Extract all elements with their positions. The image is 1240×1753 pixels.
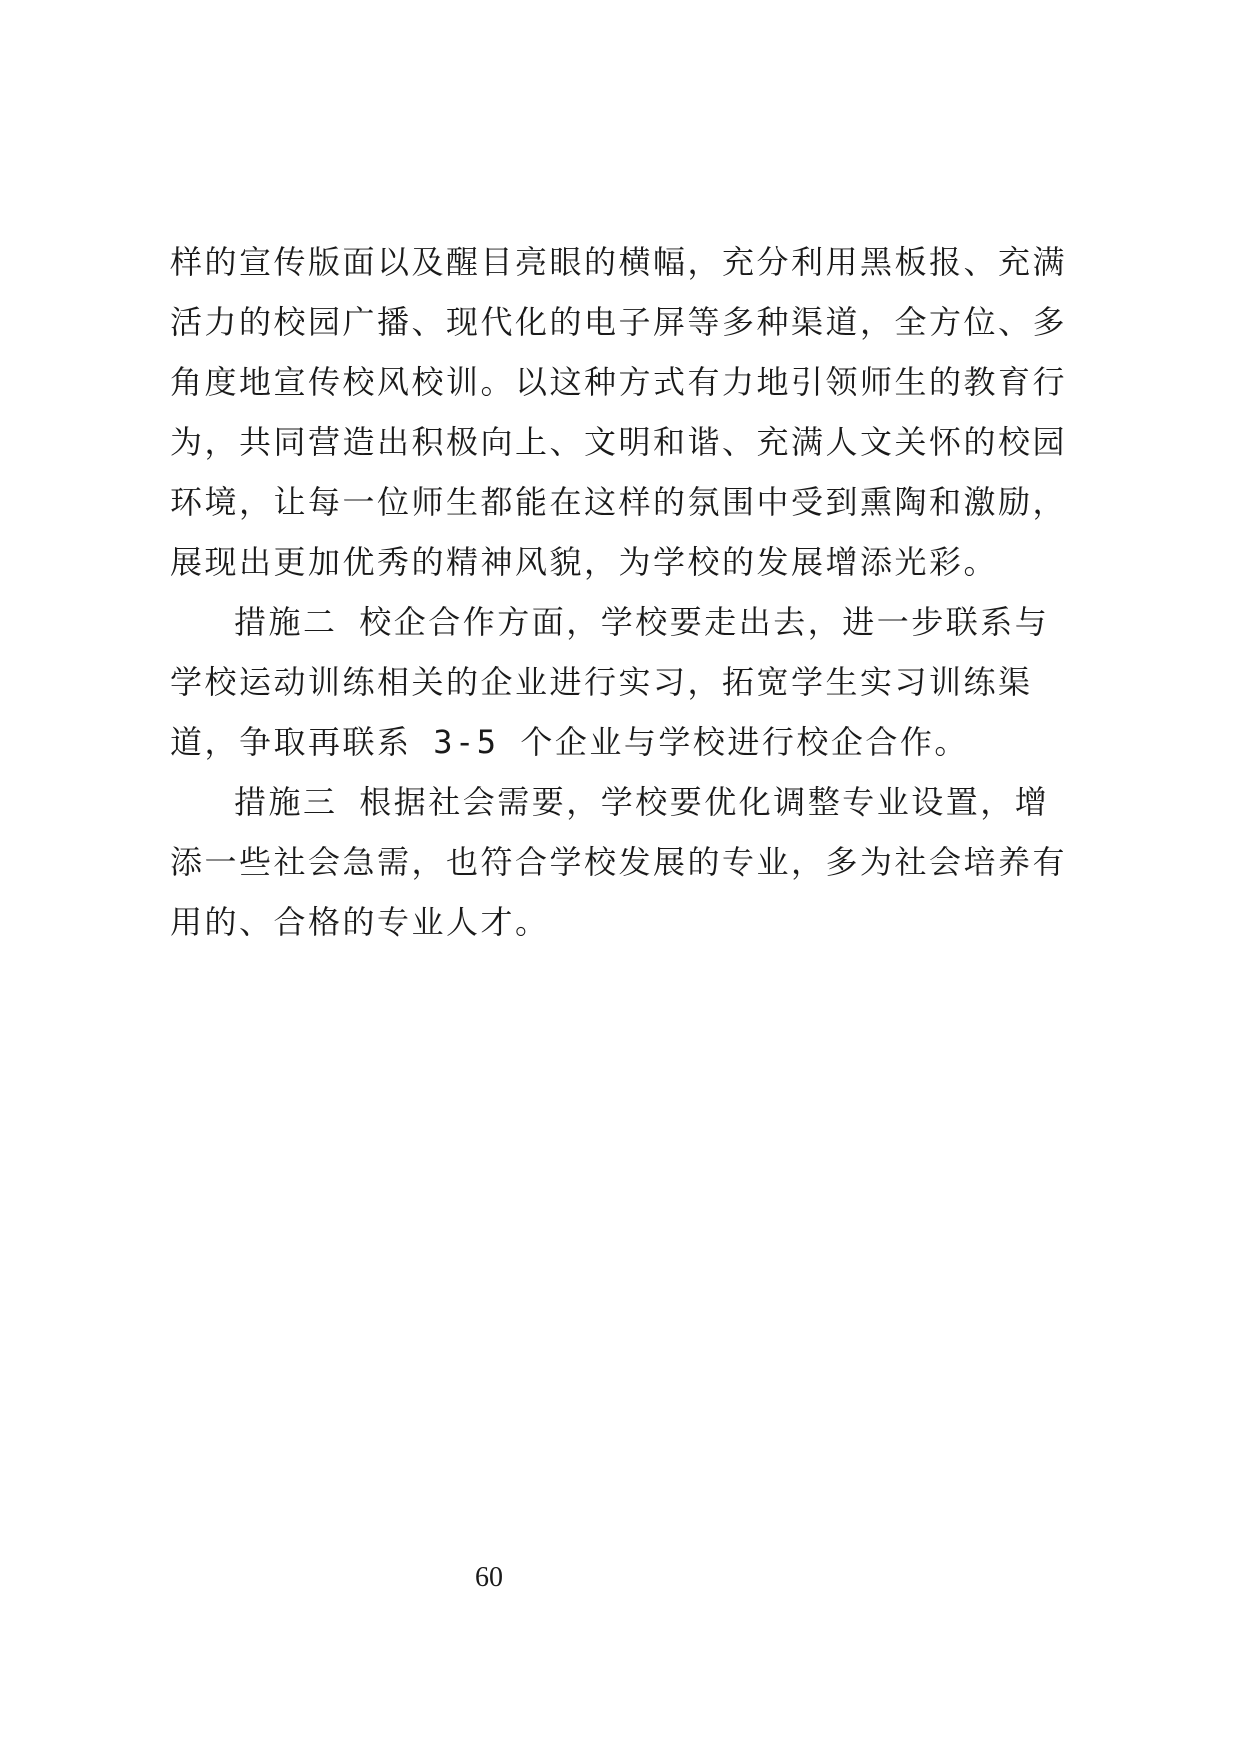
page-number: 60 <box>475 1562 503 1593</box>
paragraph-continuation: 样的宣传版面以及醒目亮眼的横幅，充分利用黑板报、充满活力的校园广播、现代化的电子屏等多种渠道，全方位、多角度地宣传校风校训。以这种方式有力地引领师生的教育行为，共同营造出积极向上、文明和谐、充满人文关怀的校园环境，让每一位师生都能在这样的氛围中受到熏陶和激励，展现出更加优秀的精神风貌，为学校的发展增添光彩。 <box>170 243 1068 581</box>
paragraph-measure-three: 措施三 根据社会需要，学校要优化调整专业设置，增添一些社会急需，也符合学校发展的专业，多为社会培养有用的、合格的专业人才。 <box>170 783 1068 941</box>
body-text <box>170 232 1074 952</box>
paragraph-measure-two: 措施二 校企合作方面，学校要走出去，进一步联系与学校运动训练相关的企业进行实习，拓宽学生实习训练渠道，争取再联系 3-5 个企业与学校进行校企合作。 <box>170 603 1050 761</box>
